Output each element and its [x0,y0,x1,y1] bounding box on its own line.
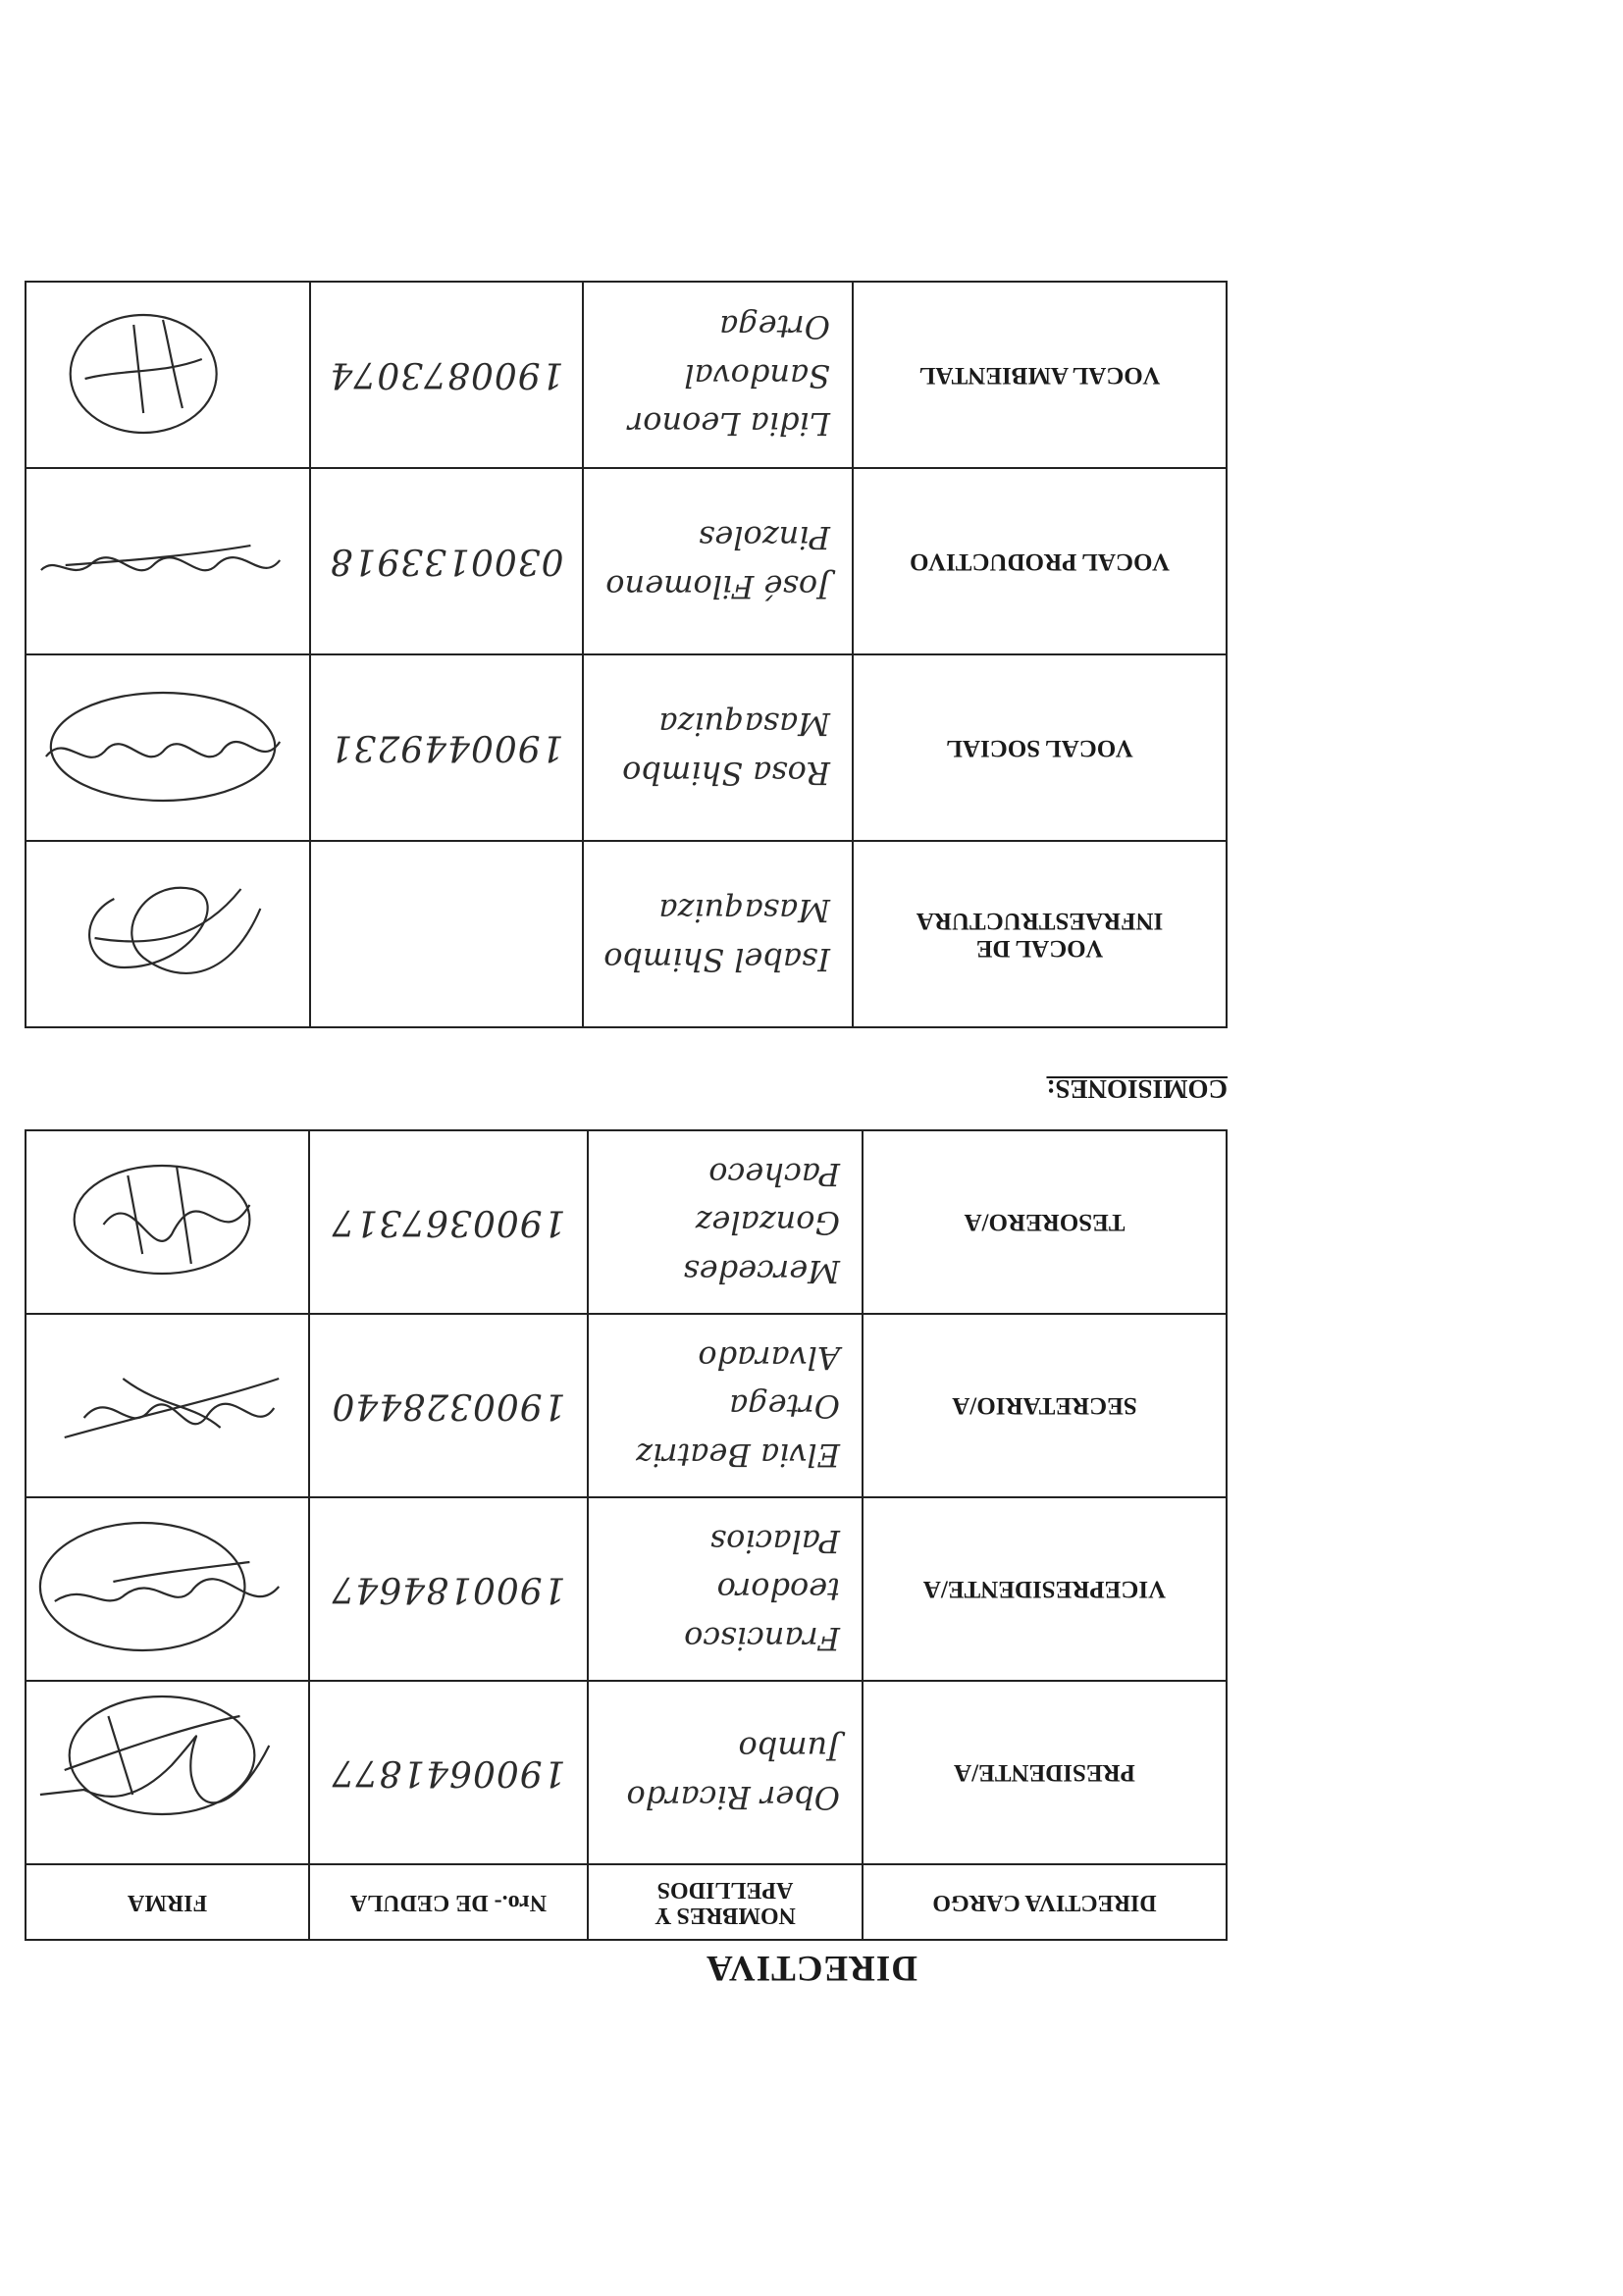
table-row [26,654,1227,841]
signature-cell [26,282,310,468]
signature-image [26,283,309,467]
nombres-cell: Ober Ricardo Jumbo [588,1681,863,1864]
cargo-cell: VOCAL PRODUCTIVO [853,468,1227,654]
signature-cell [26,1497,309,1681]
signature-image [26,1498,308,1680]
cargo-cell: TESORERO/A [863,1130,1227,1314]
cargo-cell: VICEPRESIDENTE/A [863,1497,1227,1681]
nombres-cell: Lidia Leonor Sandoval Ortega [583,282,853,468]
signature-image [26,842,309,1026]
table-row [26,1497,1227,1681]
nombres-cell: Francisco teodoro Palacios [588,1497,863,1681]
cedula-cell: 1900641877 [309,1681,588,1864]
cargo-cell: VOCAL AMBIENTAL [853,282,1227,468]
cedula-cell: 1900449231 [310,654,583,841]
cargo-cell: VOCAL DE INFRAESTRUCTURA [853,841,1227,1027]
cedula-cell: 1900873074 [310,282,583,468]
signature-image [26,1131,308,1313]
signature-cell [26,654,310,841]
column-header-nombres: NOMBRES Y APELLIDOS [588,1864,863,1940]
comisiones-heading: COMISIONES: [1046,1074,1228,1104]
cedula-cell: 1900328440 [309,1314,588,1497]
cargo-cell: VOCAL SOCIAL [853,654,1227,841]
cedula-cell [310,841,583,1027]
cargo-cell: SECRETARIO/A [863,1314,1227,1497]
signature-cell [26,468,310,654]
nombres-cell: Elvia Beatriz Ortega Alvarado [588,1314,863,1497]
signature-image [26,469,309,653]
table-row [26,468,1227,654]
signature-cell [26,1130,309,1314]
table-row [26,282,1227,468]
signature-image [26,655,309,840]
column-header-cedula: Nro.- DE CEDULA [309,1864,588,1940]
directiva-table [25,1129,1228,1941]
cedula-cell: 1900184647 [309,1497,588,1681]
nombres-cell: Isabel Shimbo Masaquiza [583,841,853,1027]
cedula-cell: 1900367317 [309,1130,588,1314]
signature-cell [26,841,310,1027]
nombres-cell: Mercedes Gonzalez Pacheco [588,1130,863,1314]
table-row [26,1314,1227,1497]
nombres-cell: Rosa Shimbo Masaquiza [583,654,853,841]
column-header-cargo: DIRECTIVA CARGO [863,1864,1227,1940]
comisiones-table [25,281,1228,1028]
signature-cell [26,1681,309,1864]
table-row [26,841,1227,1027]
signature-image [26,1682,308,1863]
nombres-cell: José Filomeno Pinzoles [583,468,853,654]
column-header-firma: FIRMA [26,1864,309,1940]
page-title: DIRECTIVA [706,1948,917,1988]
signature-image [26,1315,308,1496]
table-header-row [26,1864,1227,1940]
cargo-cell: PRESIDENTE/A [863,1681,1227,1864]
signature-cell [26,1314,309,1497]
table-row [26,1681,1227,1864]
table-row [26,1130,1227,1314]
cedula-cell: 0300133918 [310,468,583,654]
